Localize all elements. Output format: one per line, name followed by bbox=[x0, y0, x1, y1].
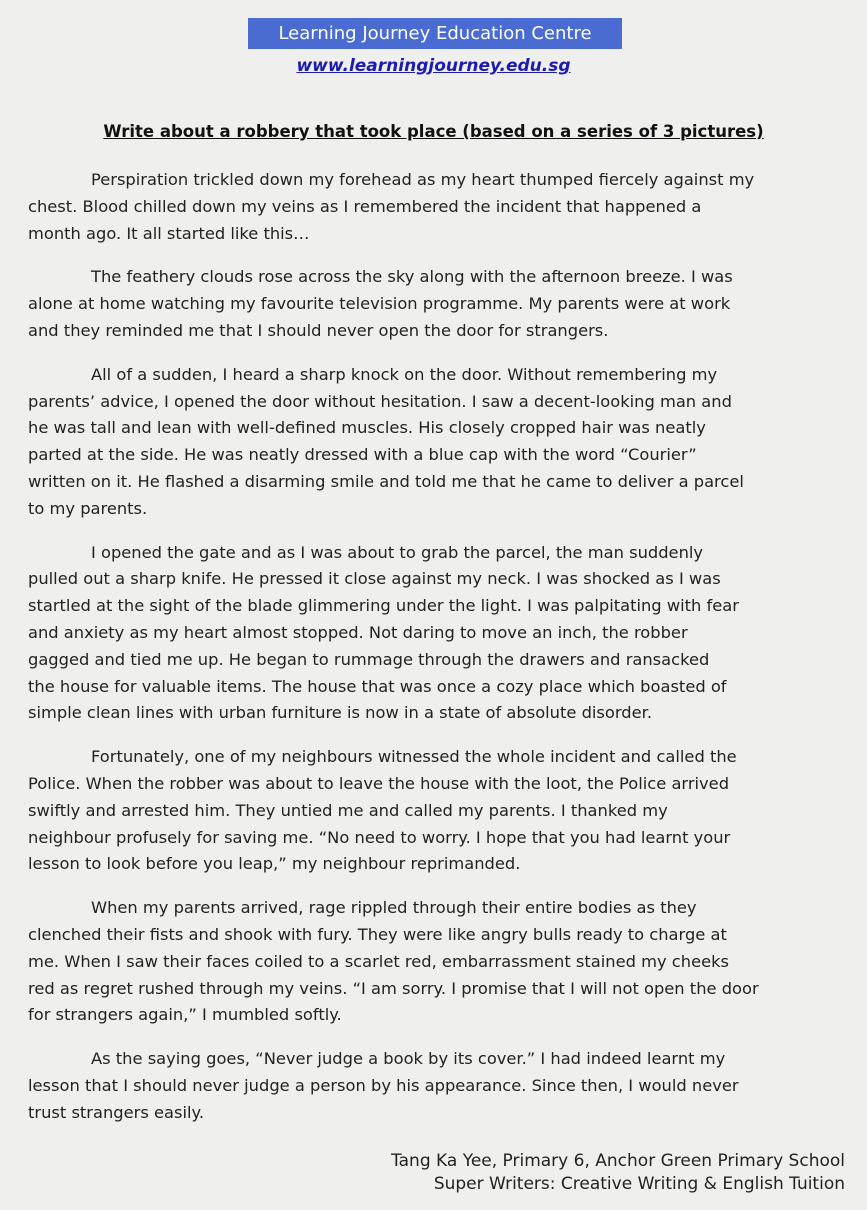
essay-paragraph bbox=[28, 1046, 858, 1126]
paragraph-line: All of a sudden, I heard a sharp knock on the door. Without remembering my bbox=[91, 364, 718, 384]
paragraph-line: the house for valuable items. The house that was once a cozy place which boasted of bbox=[28, 676, 727, 696]
essay-paragraph bbox=[28, 744, 858, 878]
paragraph-line: and anxiety as my heart almost stopped. Not daring to move an inch, the robber bbox=[28, 622, 688, 642]
essay-paragraph bbox=[28, 167, 858, 247]
paragraph-line: startled at the sight of the blade glimmering under the light. I was palpitating with fear bbox=[28, 596, 739, 616]
paragraph-line: parted at the side. He was neatly dressed with a blue cap with the word “Courier” bbox=[28, 445, 697, 465]
centre-name-banner: Learning Journey Education Centre bbox=[248, 18, 622, 49]
essay-paragraph bbox=[28, 264, 858, 344]
paragraph-line: to my parents. bbox=[28, 498, 148, 518]
paragraph-line: alone at home watching my favourite television programme. My parents were at work bbox=[28, 294, 731, 314]
essay-body bbox=[28, 167, 858, 1144]
essay-title: Write about a robbery that took place (based on a series of 3 pictures) bbox=[103, 122, 764, 141]
paragraph-line: swiftly and arrested him. They untied me and called my parents. I thanked my bbox=[28, 800, 668, 820]
paragraph-line: parents’ advice, I opened the door without hesitation. I saw a decent-looking man and bbox=[28, 391, 732, 411]
paragraph-line: When my parents arrived, rage rippled through their entire bodies as they bbox=[91, 898, 697, 918]
paragraph-line: lesson that I should never judge a person by his appearance. Since then, I would never bbox=[28, 1075, 739, 1095]
author-line: Tang Ka Yee, Primary 6, Anchor Green Primary School bbox=[391, 1151, 845, 1171]
essay-paragraph bbox=[28, 362, 858, 523]
essay-paragraph bbox=[28, 895, 858, 1029]
signature bbox=[391, 1150, 845, 1196]
paragraph-line: Fortunately, one of my neighbours witnessed the whole incident and called the bbox=[91, 747, 737, 767]
paragraph-line: Police. When the robber was about to leave the house with the loot, the Police arrived bbox=[28, 773, 730, 793]
paragraph-line: pulled out a sharp knife. He pressed it close against my neck. I was shocked as I was bbox=[28, 569, 721, 589]
paragraph-line: As the saying goes, “Never judge a book by its cover.” I had indeed learnt my bbox=[91, 1049, 726, 1069]
paragraph-line: Perspiration trickled down my forehead as my heart thumped fiercely against my bbox=[91, 170, 755, 189]
paragraph-line: for strangers again,” I mumbled softly. bbox=[28, 1005, 342, 1025]
paragraph-line: trust strangers easily. bbox=[28, 1102, 205, 1122]
paragraph-line: The feathery clouds rose across the sky along with the afternoon breeze. I was bbox=[91, 267, 733, 287]
paragraph-line: and they reminded me that I should never open the door for strangers. bbox=[28, 320, 609, 340]
paragraph-line: he was tall and lean with well-defined muscles. His closely cropped hair was neatly bbox=[28, 418, 706, 438]
paragraph-line: simple clean lines with urban furniture is now in a state of absolute disorder. bbox=[28, 703, 653, 723]
paragraph-line: written on it. He flashed a disarming smile and told me that he came to deliver a parcel bbox=[28, 471, 744, 491]
website-link[interactable]: www.learningjourney.edu.sg bbox=[296, 56, 571, 76]
organisation-line: Super Writers: Creative Writing & English Tuition bbox=[433, 1174, 845, 1194]
paragraph-line: clenched their fists and shook with fury. They were like angry bulls ready to charge at bbox=[28, 924, 727, 944]
paragraph-line: chest. Blood chilled down my veins as I remembered the incident that happened a bbox=[28, 196, 702, 216]
paragraph-line: gagged and tied me up. He began to rummage through the drawers and ransacked bbox=[28, 649, 710, 669]
paragraph-line: lesson to look before you leap,” my neighbour reprimanded. bbox=[28, 854, 521, 874]
paragraph-line: I opened the gate and as I was about to grab the parcel, the man suddenly bbox=[91, 542, 704, 562]
paragraph-line: neighbour profusely for saving me. “No need to worry. I hope that you had learnt your bbox=[28, 827, 731, 847]
paragraph-line: month ago. It all started like this… bbox=[28, 223, 310, 243]
paragraph-line: me. When I saw their faces coiled to a scarlet red, embarrassment stained my cheeks bbox=[28, 951, 730, 971]
paragraph-line: red as regret rushed through my veins. “I am sorry. I promise that I will not open the door bbox=[28, 978, 759, 998]
essay-paragraph bbox=[28, 540, 858, 728]
